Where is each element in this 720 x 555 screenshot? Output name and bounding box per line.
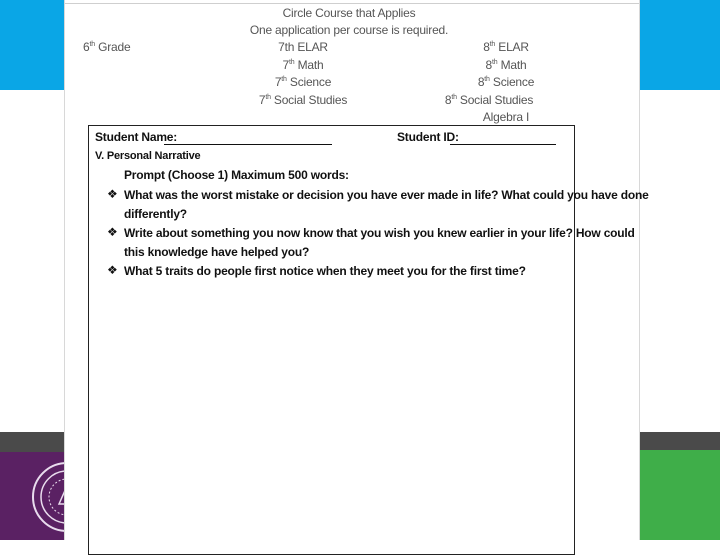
- prompt-1-line-1: What was the worst mistake or decision you have ever made in life? What could you have done: [124, 188, 649, 202]
- prompt-2-line-1: Write about something you now know that you wish you knew earlier in your life? How could: [124, 226, 635, 240]
- student-id-field[interactable]: [450, 144, 556, 145]
- student-name-field[interactable]: [164, 144, 332, 145]
- course-8th-science: 8th Science: [477, 75, 535, 89]
- circle-course-heading: Circle Course that Applies: [282, 6, 416, 20]
- sheet-top-rule: [65, 3, 639, 4]
- bullet-diamond-icon: ❖: [107, 187, 118, 201]
- course-8th-social-studies: 8th Social Studies: [444, 93, 534, 107]
- background-blue-band-left: [0, 0, 64, 90]
- course-6th-grade: 6th Grade: [83, 40, 131, 54]
- bullet-diamond-icon: ❖: [107, 263, 118, 277]
- prompt-1-line-2: differently?: [124, 207, 187, 221]
- student-id-label: Student ID:: [397, 130, 459, 144]
- background-blue-band-right: [638, 0, 720, 90]
- prompt-3-line-1: What 5 traits do people first notice when they meet you for the first time?: [124, 264, 526, 278]
- student-name-label: Student Name:: [95, 130, 178, 144]
- section-title: V. Personal Narrative: [95, 150, 201, 162]
- course-7th-math: 7th Math: [282, 58, 324, 72]
- background-purple-block: [0, 452, 64, 540]
- bullet-diamond-icon: ❖: [107, 225, 118, 239]
- course-7th-social-studies: 7th Social Studies: [258, 93, 348, 107]
- prompt-title: Prompt (Choose 1) Maximum 500 words:: [124, 168, 349, 182]
- course-7th-elar: 7th ELAR: [278, 40, 328, 54]
- prompt-2-line-2: this knowledge have helped you?: [124, 245, 310, 259]
- course-8th-elar: 8th ELAR: [483, 40, 529, 54]
- university-seal-icon: [30, 460, 64, 534]
- course-algebra-1: Algebra I: [482, 110, 530, 124]
- course-7th-science: 7th Science: [274, 75, 332, 89]
- background-gray-strip-left: [0, 432, 64, 452]
- one-application-note: One application per course is required.: [249, 23, 449, 37]
- background-green-block: [638, 450, 720, 540]
- background-gray-strip-right: [638, 432, 720, 450]
- course-8th-math: 8th Math: [485, 58, 527, 72]
